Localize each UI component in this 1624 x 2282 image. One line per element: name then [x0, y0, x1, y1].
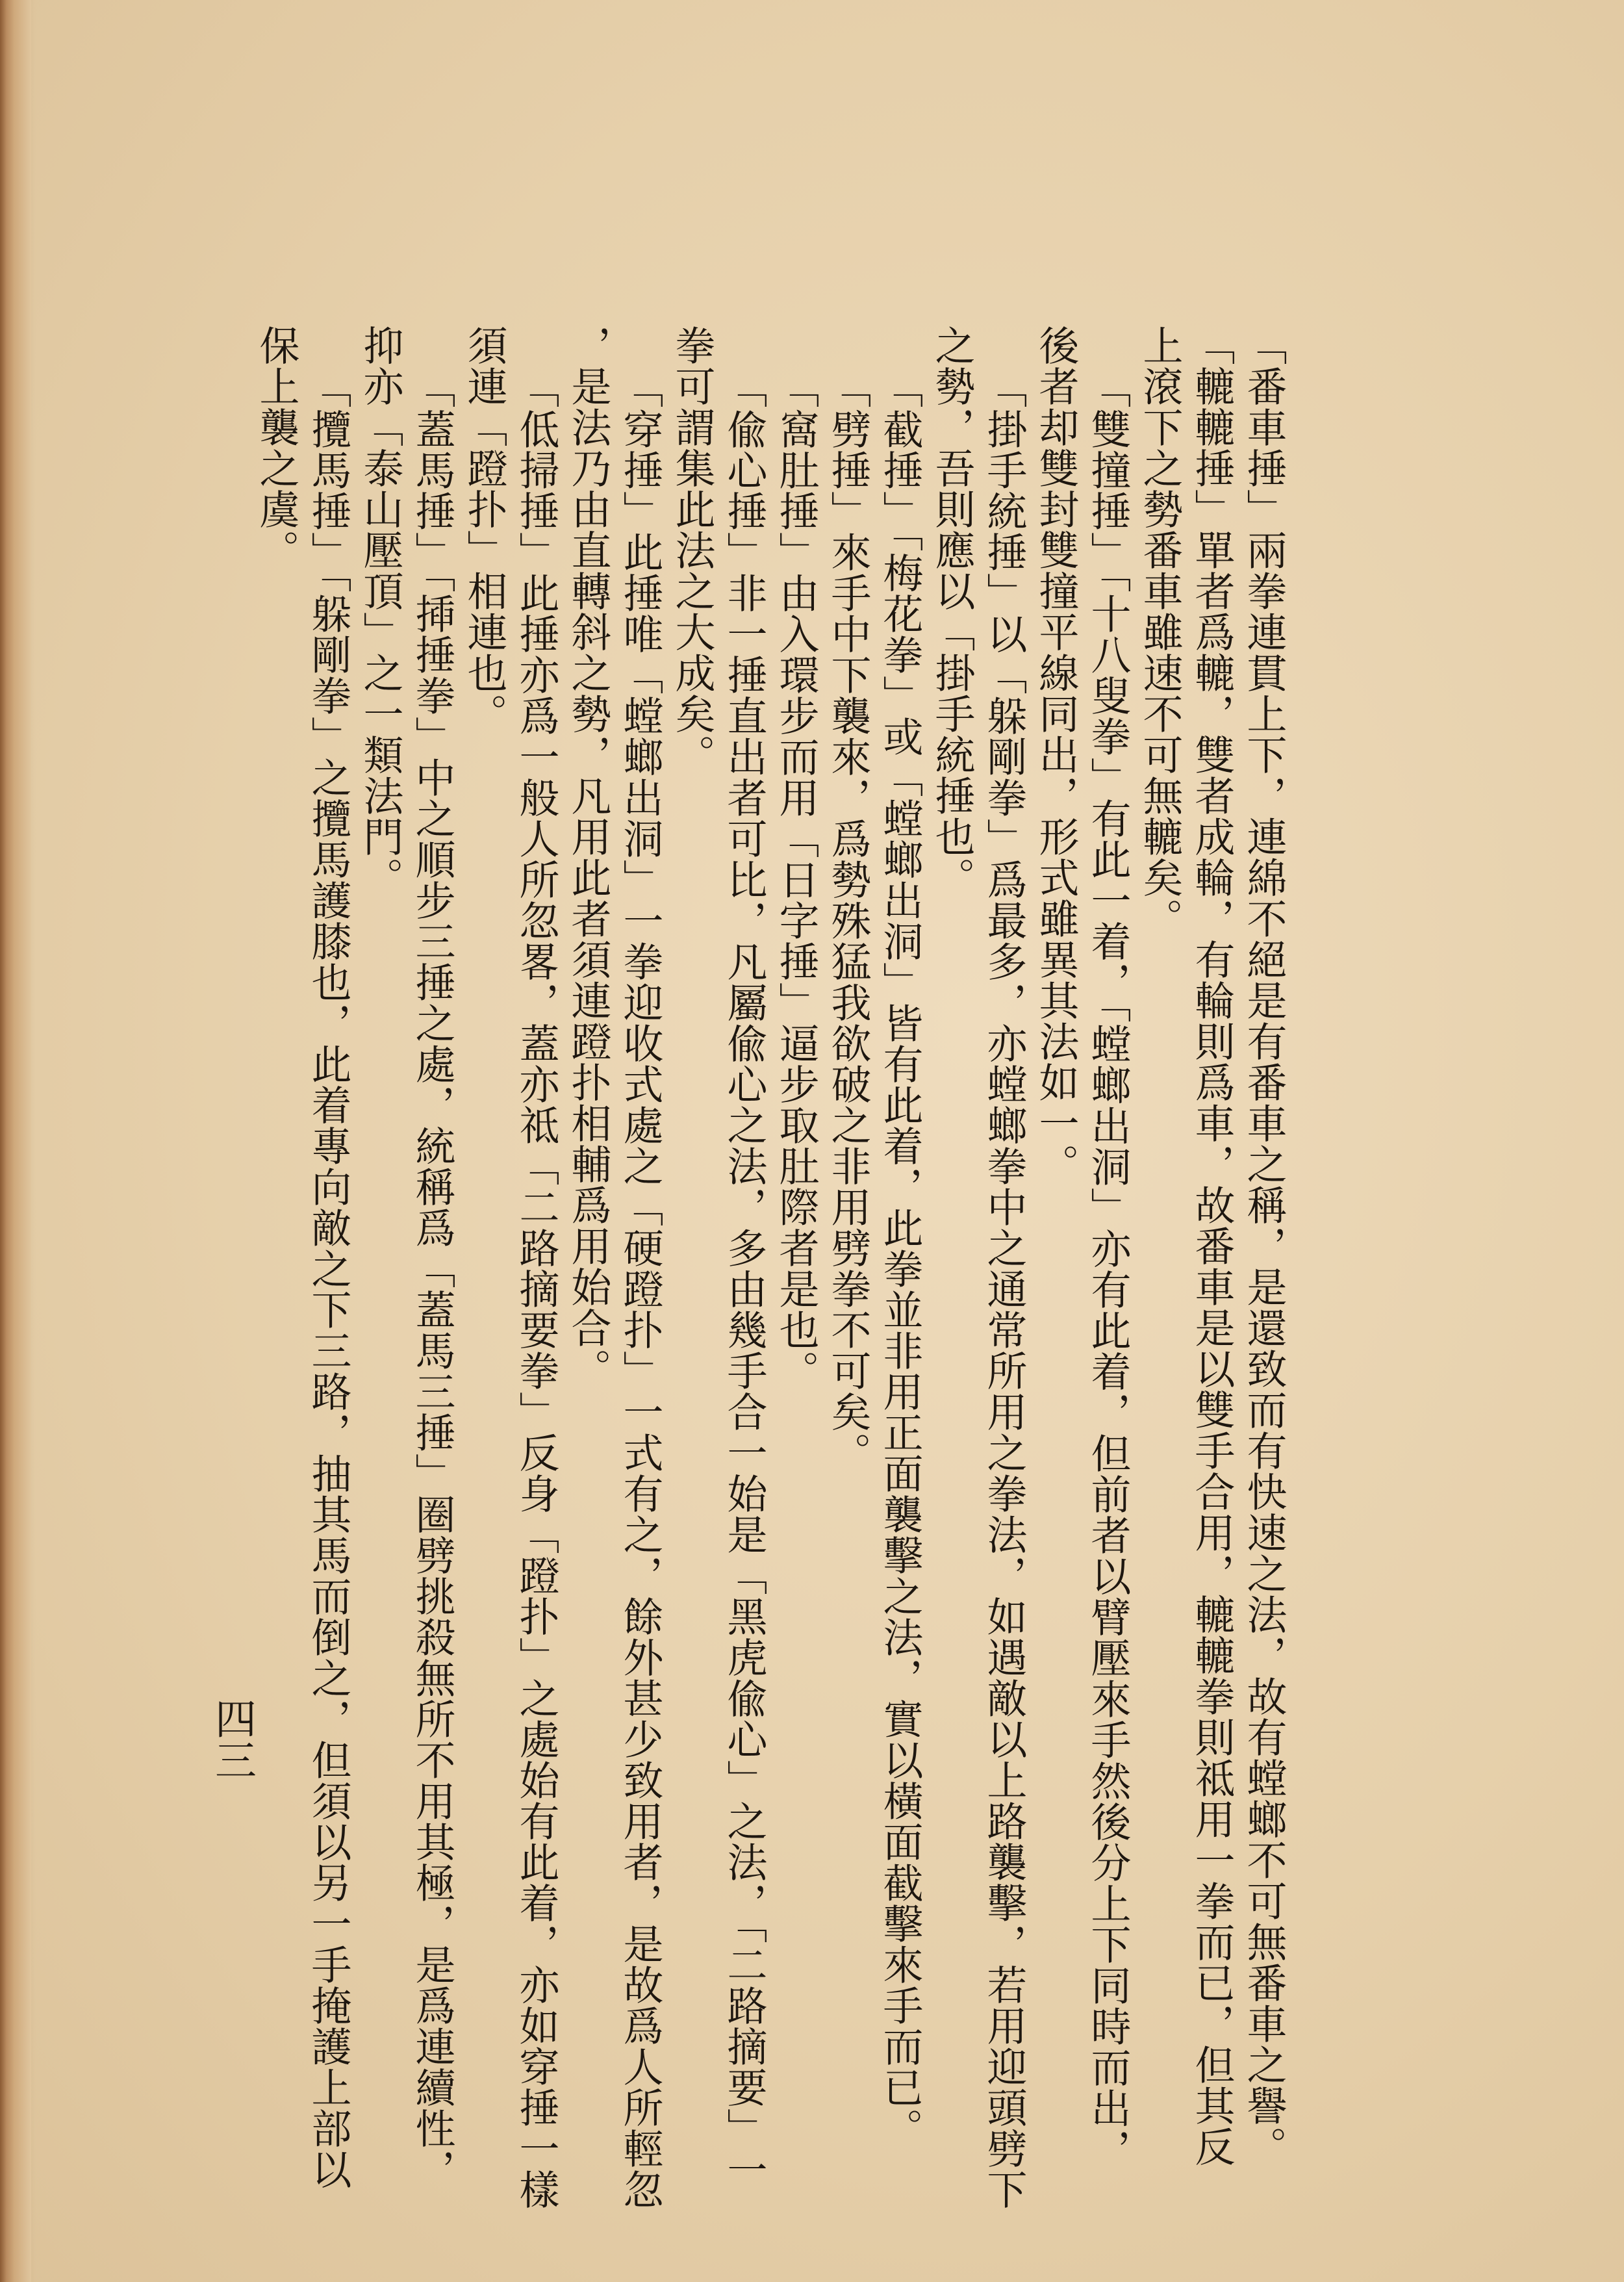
- text-column: 「低掃捶」此捶亦爲一般人所忽畧，蓋亦祗「二路摘要拳」反身「蹬扑」之處始有此着，亦如穿捶一樣: [513, 368, 560, 2210]
- text-column: 「番車捶」兩拳連貫上下，連綿不絕是有番車之稱，是還致而有快速之法，故有螳螂不可無番車之譽。: [1240, 325, 1288, 2167]
- text-column: 「偸心捶」非一捶直出者可比，凡屬偸心之法，多由幾手合一始是「黑虎偸心」之法，「二路摘要」一: [720, 368, 768, 2190]
- text-column: 抑亦「泰山壓頂」之一類法門。: [357, 325, 404, 898]
- text-column: 「攬馬捶」「躲剛拳」之攬馬護膝也，此着專向敵之下三路，抽其馬而倒之，但須以另一手掩護上部以: [305, 368, 352, 2190]
- page-number: 四三: [208, 1697, 256, 1780]
- text-column: 「蓋馬捶」「揷捶拳」中之順步三捶之處，統稱爲「蓋馬三捶」圈劈挑殺無所不用其極，是爲連續性，: [409, 368, 456, 2190]
- text-column: 拳可謂集此法之大成矣。: [668, 325, 716, 775]
- text-column: 後者却雙封雙撞平線同出，形式雖異其法如一。: [1032, 325, 1080, 1185]
- body-text: [253, 325, 1288, 2210]
- page-edge: [0, 0, 31, 2282]
- text-column: 須連「蹬扑」相連也。: [461, 325, 508, 734]
- text-column: 「穿捶」此捶唯「螳螂出洞」一拳迎收式處之「硬蹬扑」一式有之，餘外甚少致用者，是故爲人所輕忽: [616, 368, 664, 2210]
- text-column: 上滾下之勢番車雖速不可無轆矣。: [1136, 325, 1184, 939]
- text-column: 之勢，吾則應以「掛手統捶也。: [928, 325, 976, 898]
- text-column: 「劈捶」來手中下襲來，爲勢殊猛我欲破之非用劈拳不可矣。: [824, 368, 872, 1473]
- text-column: 保上襲之虞。: [253, 325, 300, 570]
- text-column: 「窩肚捶」由入環步而用「日字捶」逼步取肚際者是也。: [772, 368, 820, 1391]
- text-column: 「轆轆捶」單者爲轆，雙者成輪，有輪則爲車，故番車是以雙手合用，轆轆拳則祗用一拳而已，但其反: [1188, 325, 1236, 2167]
- text-column: 「雙撞捶」「十八叟拳」有此一着，「螳螂出洞」亦有此着，但前者以臂壓來手然後分上下同時而出，: [1084, 368, 1132, 2170]
- text-column: 「掛手統捶」以「躲剛拳」爲最多，亦螳螂拳中之通常所用之拳法，如遇敵以上路襲擊，若用迎頭劈下: [980, 368, 1028, 2210]
- text-column: 「截捶」「梅花拳」或「螳螂出洞」皆有此着，此拳並非用正面襲擊之法，實以橫面截擊來手而已。: [876, 368, 924, 2149]
- text-column: ，是法乃由直轉斜之勢，凡用此者須連蹬扑相輔爲用始合。: [565, 325, 612, 1389]
